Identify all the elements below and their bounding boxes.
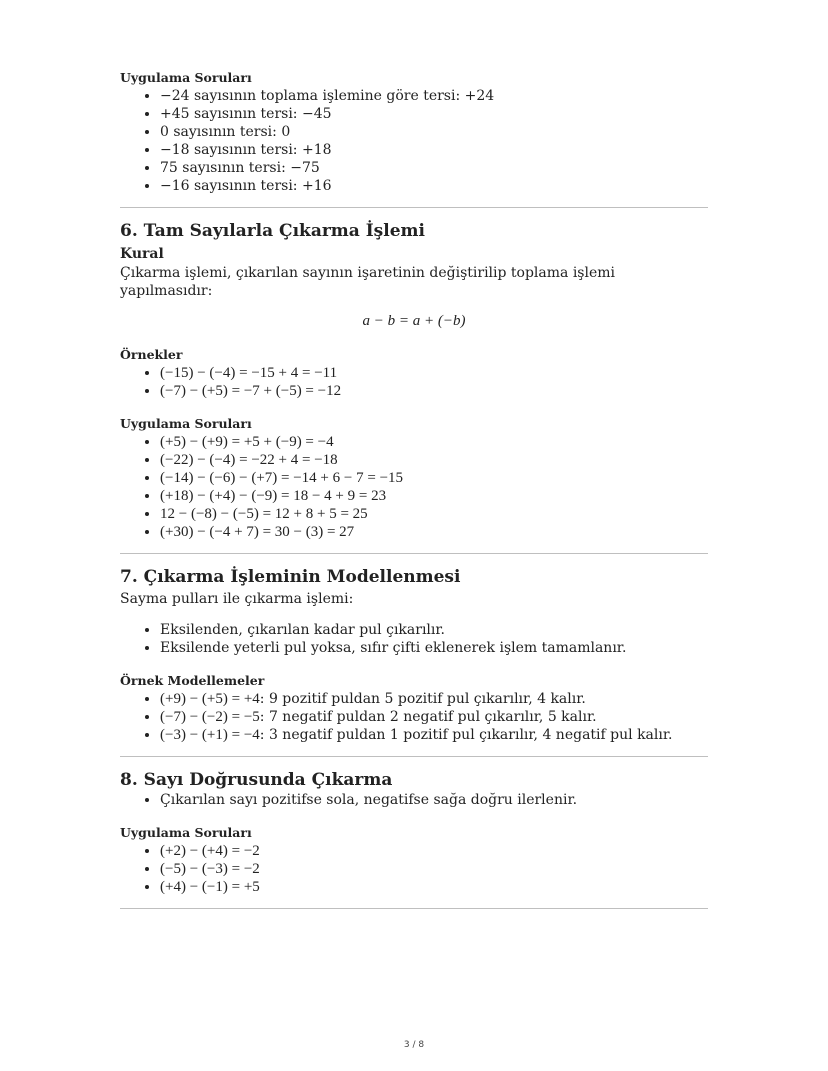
rule-heading: Kural — [120, 246, 164, 262]
divider — [120, 756, 708, 757]
model-text: : 9 pozitif puldan 5 pozitif pul çıkarılır, 4 kalır. — [259, 691, 586, 707]
model-expression: (−3) − (+1) = −4 — [160, 727, 260, 743]
document-page — [120, 70, 708, 909]
list-item: • 0 sayısının tersi: 0 — [160, 123, 708, 141]
list-item: • (+18) − (+4) − (−9) = 18 − 4 + 9 = 23 — [160, 487, 708, 505]
section-title: 6. Tam Sayılarla Çıkarma İşlemi — [120, 221, 425, 241]
model-expression: (+9) − (+5) = +4 — [160, 691, 260, 707]
practice-label: Uygulama Soruları — [120, 825, 252, 840]
list-item: • (+30) − (−4 + 7) = 30 − (3) = 27 — [160, 523, 708, 541]
list-item: • (+2) − (+4) = −2 — [160, 842, 708, 860]
list-item — [160, 726, 708, 744]
rule-text: Çıkarma işlemi, çıkarılan sayının işaretinin değiştirilip toplama işlemi yapılmasıdır: — [120, 265, 616, 299]
section-intro: Sayma pulları ile çıkarma işlemi: — [120, 591, 354, 607]
list-item: • (−7) − (+5) = −7 + (−5) = −12 — [160, 382, 708, 400]
practice-label: Uygulama Soruları — [120, 416, 252, 431]
list-item: • Eksilende yeterli pul yoksa, sıfır çifti eklenerek işlem tamamlanır. — [160, 639, 708, 657]
bullet-list — [120, 621, 708, 657]
practice-list — [120, 433, 708, 541]
models-list — [120, 690, 708, 744]
list-item: • (−22) − (−4) = −22 + 4 = −18 — [160, 451, 708, 469]
list-item: • 12 − (−8) − (−5) = 12 + 8 + 5 = 25 — [160, 505, 708, 523]
page-number: 3 / 8 — [403, 1040, 425, 1050]
list-item: • −18 sayısının tersi: +18 — [160, 141, 708, 159]
list-item: • −16 sayısının tersi: +16 — [160, 177, 708, 195]
formula: a − b = a + (−b) — [362, 313, 466, 329]
model-expression: (−7) − (−2) = −5 — [160, 709, 260, 725]
section-title: 8. Sayı Doğrusunda Çıkarma — [120, 770, 393, 790]
divider — [120, 553, 708, 554]
model-text: : 7 negatif puldan 2 negatif pul çıkarılır, 5 kalır. — [259, 709, 597, 725]
list-item: • (−14) − (−6) − (+7) = −14 + 6 − 7 = −15 — [160, 469, 708, 487]
list-item: • (−15) − (−4) = −15 + 4 = −11 — [160, 364, 708, 382]
list-item: • (+4) − (−1) = +5 — [160, 878, 708, 896]
section-title: 7. Çıkarma İşleminin Modellenmesi — [120, 567, 461, 587]
examples-label: Örnekler — [120, 347, 183, 362]
models-label: Örnek Modellemeler — [120, 673, 265, 688]
practice-list — [120, 842, 708, 896]
list-item — [160, 690, 708, 708]
model-text: : 3 negatif puldan 1 pozitif pul çıkarılır, 4 negatif pul kalır. — [259, 727, 673, 743]
bullet-list — [120, 791, 708, 809]
practice-list — [120, 87, 708, 195]
list-item: • (−5) − (−3) = −2 — [160, 860, 708, 878]
list-item: • −24 sayısının toplama işlemine göre tersi: +24 — [160, 87, 708, 105]
list-item: • Eksilenden, çıkarılan kadar pul çıkarılır. — [160, 621, 708, 639]
list-item: • +45 sayısının tersi: −45 — [160, 105, 708, 123]
divider — [120, 908, 708, 909]
practice-label: Uygulama Soruları — [120, 70, 252, 85]
list-item: • 75 sayısının tersi: −75 — [160, 159, 708, 177]
list-item — [160, 708, 708, 726]
list-item: • (+5) − (+9) = +5 + (−9) = −4 — [160, 433, 708, 451]
divider — [120, 207, 708, 208]
examples-list — [120, 364, 708, 400]
list-item: • Çıkarılan sayı pozitifse sola, negatifse sağa doğru ilerlenir. — [160, 791, 708, 809]
